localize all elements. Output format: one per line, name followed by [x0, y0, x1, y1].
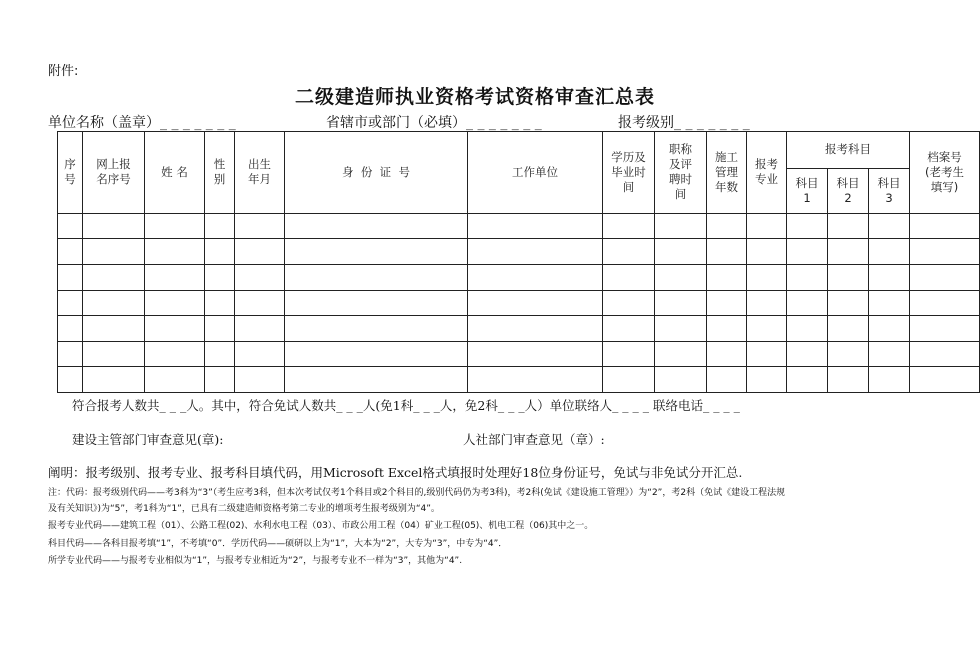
note-line: 及有关知识》)为“5”，考1科为“1”，已具有二级建造师资格考第二专业的增项考生报考级别为“4”。	[48, 504, 440, 514]
table-cell[interactable]	[707, 265, 747, 291]
table-cell[interactable]	[655, 239, 707, 265]
table-cell[interactable]	[468, 265, 603, 291]
table-cell[interactable]	[707, 213, 747, 239]
table-row	[58, 290, 980, 316]
table-cell[interactable]	[787, 341, 828, 367]
table-cell[interactable]	[83, 239, 145, 265]
table-cell[interactable]	[468, 341, 603, 367]
table-cell[interactable]	[603, 341, 655, 367]
summary-line: 符合报考人数共_ _ _人。其中，符合免试人数共_ _ _人(免1科_ _ _人，免2科_ _ _人）单位联络人_ _ _ _ 联络电话_ _ _ _	[72, 398, 740, 413]
table-cell[interactable]	[747, 239, 787, 265]
table-cell[interactable]	[205, 239, 235, 265]
attachment-label: 附件:	[48, 64, 79, 79]
table-cell[interactable]	[910, 213, 980, 239]
table-cell[interactable]	[58, 316, 83, 342]
table-cell[interactable]	[468, 239, 603, 265]
table-row	[58, 316, 980, 342]
table-cell[interactable]	[145, 213, 205, 239]
note-line: 报考专业代码——建筑工程（01）、公路工程(02)、水利水电工程（03）、市政公用工程（04）矿业工程(05)、机电工程（06)其中之一。	[48, 521, 594, 531]
table-cell[interactable]	[235, 265, 285, 291]
note-line: 科目代码——各科目报考填“1”，不考填“0”．学历代码——硕研以上为“1”，大本为“2”，大专为“3”，中专为“4”．	[48, 539, 508, 549]
hr-dept-review: 人社部门审查意见（章）:	[463, 432, 605, 447]
table-cell[interactable]	[235, 316, 285, 342]
table-cell[interactable]	[603, 316, 655, 342]
table-cell[interactable]	[58, 213, 83, 239]
col-header-subject-1: 科目 1	[787, 168, 828, 213]
table-cell[interactable]	[205, 367, 235, 393]
table-cell[interactable]	[468, 316, 603, 342]
table-cell[interactable]	[603, 265, 655, 291]
col-header-major: 报考 专业	[747, 132, 787, 214]
table-cell[interactable]	[707, 239, 747, 265]
table-cell[interactable]	[145, 341, 205, 367]
table-cell[interactable]	[655, 213, 707, 239]
table-cell[interactable]	[83, 316, 145, 342]
table-cell[interactable]	[910, 341, 980, 367]
construction-dept-review: 建设主管部门审查意见(章):	[72, 432, 224, 447]
table-cell[interactable]	[787, 316, 828, 342]
table-cell[interactable]	[285, 290, 468, 316]
table-cell[interactable]	[828, 367, 869, 393]
table-cell[interactable]	[910, 367, 980, 393]
table-cell[interactable]	[747, 213, 787, 239]
table-cell[interactable]	[869, 316, 910, 342]
col-header-name: 姓 名	[145, 132, 205, 214]
table-cell[interactable]	[828, 316, 869, 342]
table-cell[interactable]	[707, 341, 747, 367]
table-cell[interactable]	[828, 239, 869, 265]
table-cell[interactable]	[285, 367, 468, 393]
table-cell[interactable]	[285, 213, 468, 239]
table-cell[interactable]	[655, 367, 707, 393]
table-cell[interactable]	[83, 341, 145, 367]
table-cell[interactable]	[468, 213, 603, 239]
statement-text: 阐明：报考级别、报考专业、报考科目填代码，用Microsoft Excel格式填报时处理好18位身份证号，免试与非免试分开汇总.	[48, 465, 743, 480]
table-cell[interactable]	[747, 265, 787, 291]
table-cell[interactable]	[603, 290, 655, 316]
table-cell[interactable]	[655, 290, 707, 316]
table-cell[interactable]	[468, 290, 603, 316]
table-cell[interactable]	[828, 213, 869, 239]
table-cell[interactable]	[205, 290, 235, 316]
table-cell[interactable]	[145, 239, 205, 265]
table-cell[interactable]	[83, 265, 145, 291]
unit-name-field: 单位名称（盖章）_ _ _ _ _ _ _	[48, 115, 236, 131]
table-cell[interactable]	[655, 265, 707, 291]
table-cell[interactable]	[235, 290, 285, 316]
table-cell[interactable]	[910, 265, 980, 291]
table-cell[interactable]	[235, 239, 285, 265]
summary-table	[57, 131, 980, 393]
table-cell[interactable]	[235, 367, 285, 393]
table-cell[interactable]	[828, 341, 869, 367]
table-cell[interactable]	[83, 367, 145, 393]
table-cell[interactable]	[747, 316, 787, 342]
table-cell[interactable]	[603, 213, 655, 239]
col-header-construction-years: 施工 管理 年数	[707, 132, 747, 214]
table-cell[interactable]	[285, 265, 468, 291]
table-cell[interactable]	[910, 290, 980, 316]
table-cell[interactable]	[83, 290, 145, 316]
table-cell[interactable]	[747, 290, 787, 316]
col-header-archive-no: 档案号 (老考生 填写)	[910, 132, 980, 214]
table-cell[interactable]	[235, 341, 285, 367]
col-header-gender: 性 别	[205, 132, 235, 214]
table-cell[interactable]	[869, 239, 910, 265]
table-cell[interactable]	[58, 341, 83, 367]
table-cell[interactable]	[787, 213, 828, 239]
table-cell[interactable]	[205, 316, 235, 342]
col-header-subject-2: 科目 2	[828, 168, 869, 213]
table-cell[interactable]	[910, 316, 980, 342]
table-cell[interactable]	[58, 290, 83, 316]
table-row	[58, 265, 980, 291]
table-cell[interactable]	[787, 239, 828, 265]
exam-level-field: 报考级别_ _ _ _ _ _ _	[618, 115, 750, 131]
table-cell[interactable]	[707, 316, 747, 342]
department-field: 省辖市或部门（必填）_ _ _ _ _ _ _	[326, 115, 542, 131]
col-header-workplace: 工作单位	[468, 132, 603, 214]
table-cell[interactable]	[235, 213, 285, 239]
col-header-birth: 出生 年月	[235, 132, 285, 214]
table-cell[interactable]	[828, 265, 869, 291]
col-header-subjects: 报考科目	[787, 132, 910, 169]
table-cell[interactable]	[468, 367, 603, 393]
note-line: 注：代码：报考级别代码——考3科为“3”（考生应考3科，但本次考试仅考1个科目或2个科目的,级别代码仍为考3科)，考2科(免试《建设施工管理》）为“2”，考2科（免试《建设工程法规	[48, 488, 786, 498]
table-cell[interactable]	[787, 265, 828, 291]
table-cell[interactable]	[145, 265, 205, 291]
col-header-subject-3: 科目 3	[869, 168, 910, 213]
table-cell[interactable]	[828, 290, 869, 316]
table-cell[interactable]	[205, 265, 235, 291]
table-cell[interactable]	[145, 367, 205, 393]
note-line: 所学专业代码——与报考专业相似为“1”，与报考专业相近为“2”，与报考专业不一样为“3”，其他为“4”.	[48, 556, 463, 566]
col-header-online-no: 网上报 名序号	[83, 132, 145, 214]
table-cell[interactable]	[603, 239, 655, 265]
table-cell[interactable]	[869, 265, 910, 291]
page-title: 二级建造师执业资格考试资格审查汇总表	[294, 86, 655, 108]
col-header-id-number: 身 份 证 号	[285, 132, 468, 214]
table-cell[interactable]	[603, 367, 655, 393]
table-cell[interactable]	[58, 239, 83, 265]
table-cell[interactable]	[869, 341, 910, 367]
table-row	[58, 239, 980, 265]
table-cell[interactable]	[58, 265, 83, 291]
table-cell[interactable]	[747, 367, 787, 393]
table-cell[interactable]	[145, 316, 205, 342]
table-cell[interactable]	[869, 290, 910, 316]
table-row	[58, 367, 980, 393]
table-row	[58, 341, 980, 367]
table-cell[interactable]	[707, 367, 747, 393]
table-cell[interactable]	[747, 341, 787, 367]
table-cell[interactable]	[205, 341, 235, 367]
table-cell[interactable]	[787, 290, 828, 316]
table-cell[interactable]	[869, 213, 910, 239]
table-cell[interactable]	[285, 316, 468, 342]
table-cell[interactable]	[285, 341, 468, 367]
col-header-title-time: 职称 及评 聘时 间	[655, 132, 707, 214]
table-cell[interactable]	[869, 367, 910, 393]
table-cell[interactable]	[205, 213, 235, 239]
table-row	[58, 213, 980, 239]
table-cell[interactable]	[58, 367, 83, 393]
col-header-education: 学历及 毕业时 间	[603, 132, 655, 214]
table-cell[interactable]	[707, 290, 747, 316]
col-header-seq: 序 号	[58, 132, 83, 214]
table-cell[interactable]	[787, 367, 828, 393]
table-cell[interactable]	[655, 316, 707, 342]
table-cell[interactable]	[910, 239, 980, 265]
table-cell[interactable]	[145, 290, 205, 316]
table-cell[interactable]	[83, 213, 145, 239]
table-cell[interactable]	[285, 239, 468, 265]
table-cell[interactable]	[655, 341, 707, 367]
